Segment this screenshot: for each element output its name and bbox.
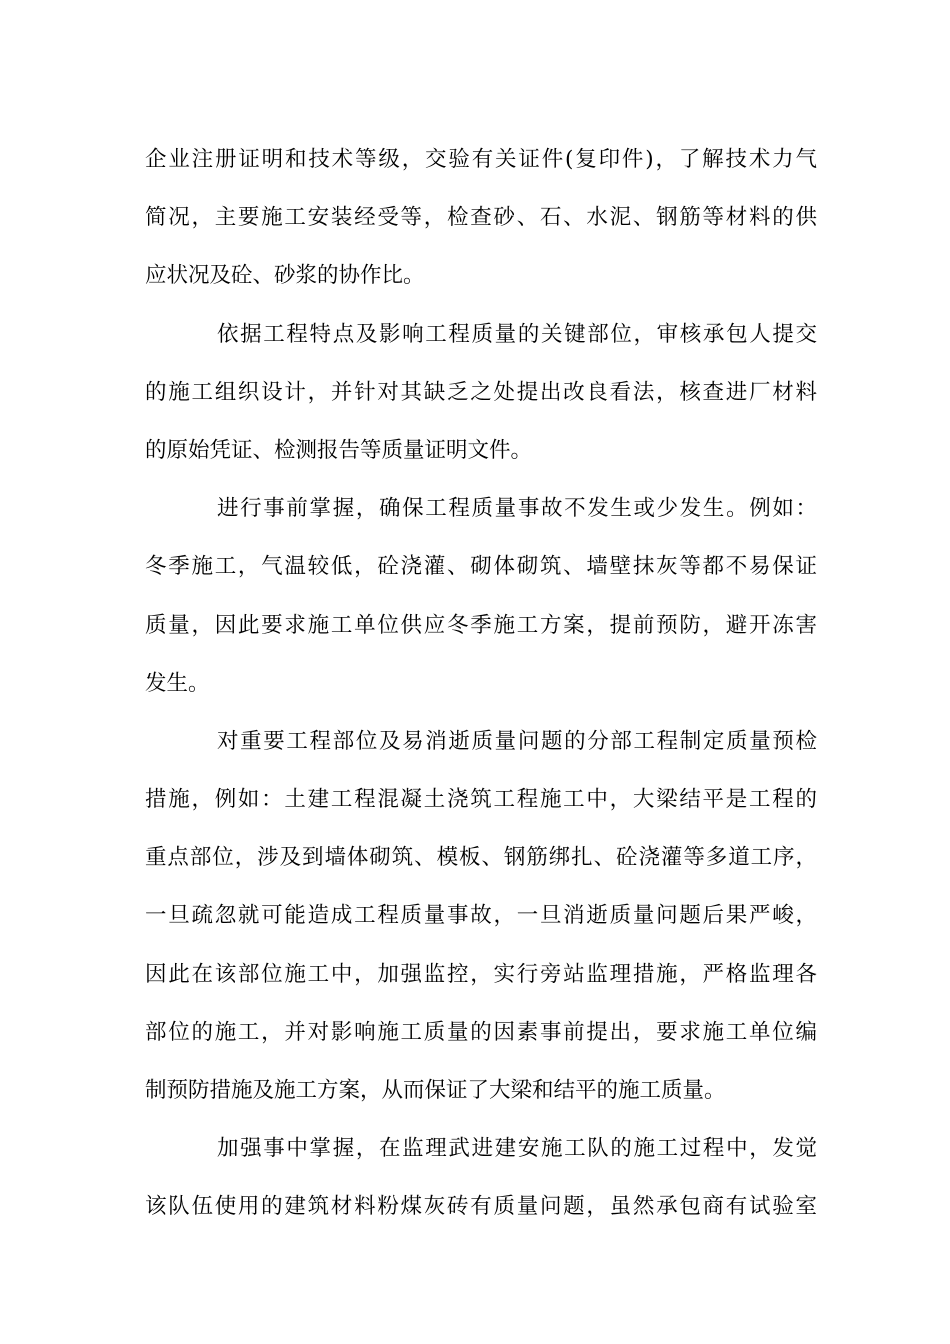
text-line: 发生。: [145, 670, 210, 696]
paragraph-start-line: 依据工程特点及影响工程质量的关键部位，审核承包人提交: [217, 321, 817, 347]
text-line: 简况，主要施工安装经受等，检查砂、石、水泥、钢筋等材料的供: [145, 205, 817, 231]
text-line: 部位的施工，并对影响施工质量的因素事前提出，要求施工单位编: [145, 1019, 817, 1045]
paragraph-start-line: 加强事中掌握，在监理武进建安施工队的施工过程中，发觉: [217, 1136, 817, 1162]
text-line: 该队伍使用的建筑材料粉煤灰砖有质量问题，虽然承包商有试验室: [145, 1194, 817, 1220]
paragraph-start-line: 对重要工程部位及易消逝质量问题的分部工程制定质量预检: [217, 728, 817, 754]
text-line: 的原始凭证、检测报告等质量证明文件。: [145, 437, 533, 463]
text-line: 因此在该部位施工中，加强监控，实行旁站监理措施，严格监理各: [145, 961, 817, 987]
text-line: 应状况及砼、砂浆的协作比。: [145, 263, 425, 289]
text-line: 一旦疏忽就可能造成工程质量事故，一旦消逝质量问题后果严峻，: [145, 903, 817, 929]
text-line: 制预防措施及施工方案，从而保证了大梁和结平的施工质量。: [145, 1078, 726, 1103]
paragraph-start-line: 进行事前掌握，确保工程质量事故不发生或少发生。例如：: [217, 496, 817, 522]
text-line: 的施工组织设计，并针对其缺乏之处提出改良看法，核查进厂材料: [145, 379, 817, 405]
text-line: 冬季施工，气温较低，砼浇灌、砌体砌筑、墙壁抹灰等都不易保证: [145, 554, 817, 580]
body-text: [145, 131, 817, 1237]
text-line: 质量，因此要求施工单位供应冬季施工方案，提前预防，避开冻害: [145, 612, 817, 638]
text-line: 企业注册证明和技术等级，交验有关证件(复印件)，了解技术力气: [145, 147, 817, 172]
text-line: 重点部位，涉及到墙体砌筑、模板、钢筋绑扎、砼浇灌等多道工序，: [145, 845, 817, 871]
text-line: 措施，例如：土建工程混凝土浇筑工程施工中，大梁结平是工程的: [145, 787, 817, 813]
